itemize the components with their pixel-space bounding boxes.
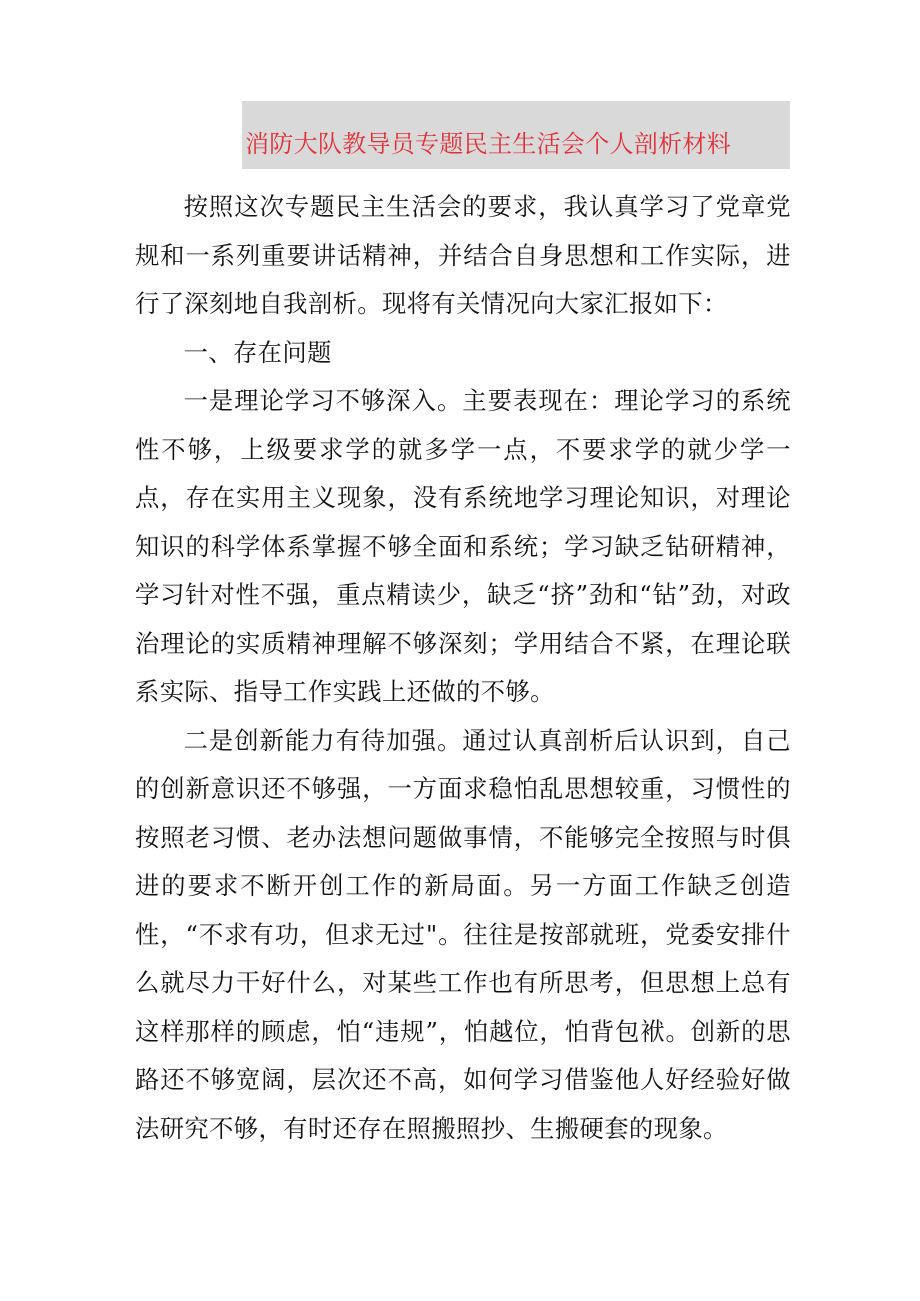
section-heading-problems: 一、存在问题 [183, 337, 332, 367]
problem-two-paragraph: 二是创新能力有待加强。通过认真剖析后认识到，自己的创新意识还不够强，一方面求稳怕乱思想较重，习惯性的按照老习惯、老办法想问题做事情，不能够完全按照与时俱进的要求不断开创工作的新局面。另一方面工作缺乏创造性，“不求有功，但求无过"。往往是按部就班，党委安排什么就尽力干好什么，对某些工作也有所思考，但思想上总有这样那样的顾虑，怕“违规”，怕越位，怕背包袱。创新的思路还不够宽阔，层次还不高，如何学习借鉴他人好经验好做法研究不够，有时还存在照搬照抄、生搬硬套的现象。 [135, 725, 791, 1143]
document-body [135, 183, 791, 1153]
problem-one-paragraph: 一是理论学习不够深入。主要表现在：理论学习的系统性不够，上级要求学的就多学一点，不要求学的就少学一点，存在实用主义现象，没有系统地学习理论知识，对理论知识的科学体系掌握不够全面和系统；学习缺乏钻研精神，学习针对性不强，重点精读少，缺乏“挤”劲和“钻”劲，对政治理论的实质精神理解不够深刻；学用结合不紧，在理论联系实际、指导工作实践上还做的不够。 [135, 386, 791, 706]
document-title: 消防大队教导员专题民主生活会个人剖析材料 [245, 130, 731, 158]
intro-paragraph: 按照这次专题民主生活会的要求，我认真学习了党章党规和一系列重要讲话精神，并结合自身思想和工作实际，进行了深刻地自我剖析。现将有关情况向大家汇报如下： [135, 192, 791, 318]
